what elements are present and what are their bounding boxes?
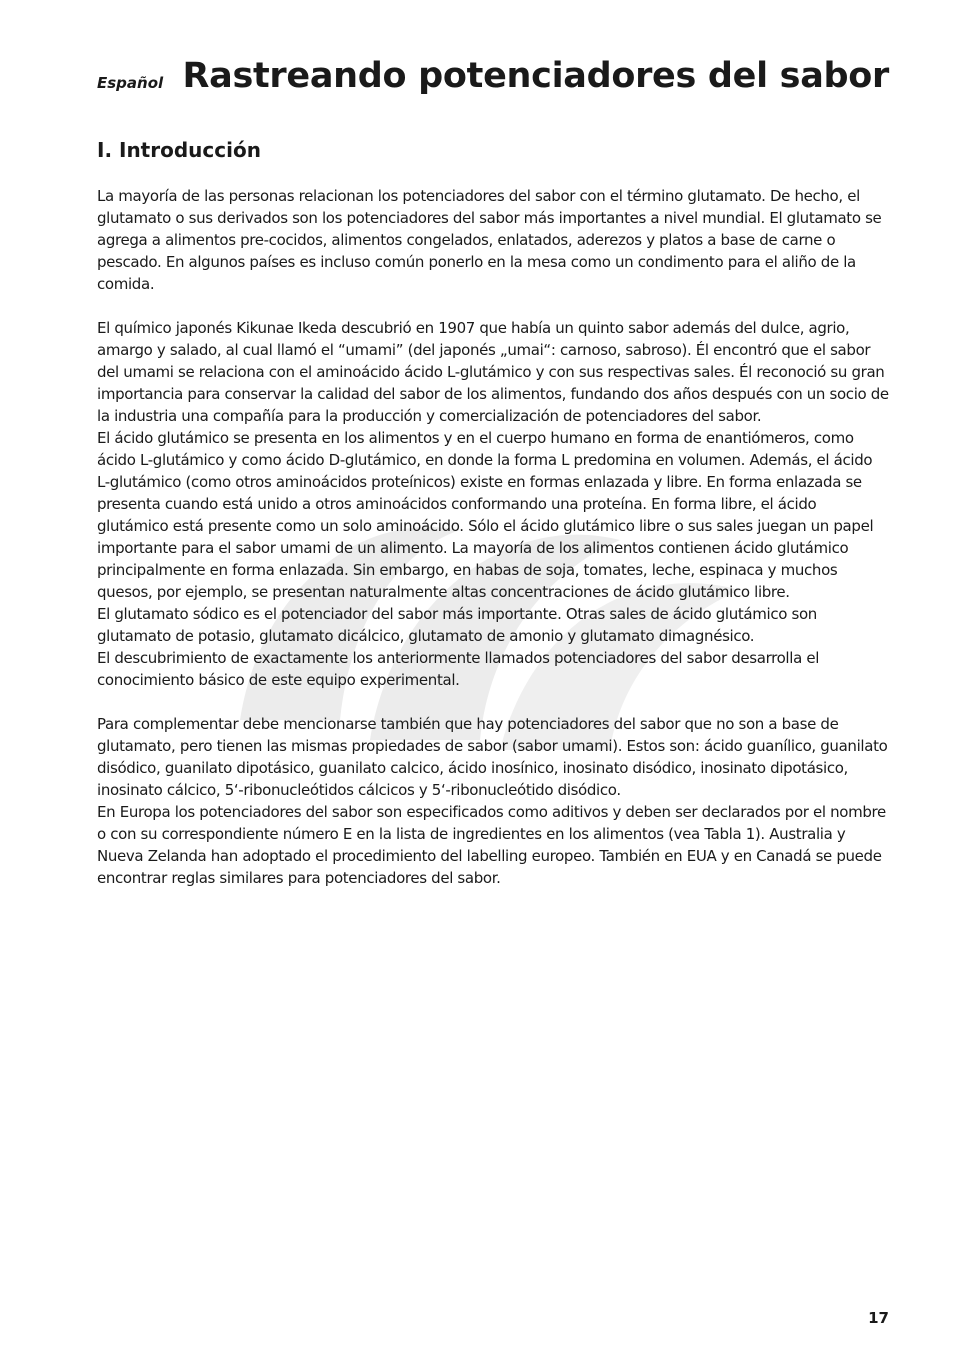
page-number: 17 <box>868 1309 889 1327</box>
section-heading: I. Introducción <box>97 138 261 162</box>
body-text <box>97 185 889 889</box>
paragraph: El descubrimiento de exactamente los anteriormente llamados potenciadores del sabor desarrolla el conocimiento básico de este equipo experimental. <box>97 649 820 689</box>
paragraph: En Europa los potenciadores del sabor son especificados como aditivos y deben ser declarados por el nombre o con su correspondiente número E en la lista de ingredientes en los alimentos (vea Tabla 1). Australia y Nueva Zelanda han adoptado el procedimiento del labelling europeo. También en EUA y en Canadá se puede encontrar reglas similares para potenciadores del sabor. <box>97 803 886 887</box>
paragraph: El ácido glutámico se presenta en los alimentos y en el cuerpo humano en forma de enantiómeros, como ácido L-glutámico y como ácido D-glutámico, en donde la forma L predomina en volumen. Además, el ácido L-glutámico (como otros aminoácidos proteínicos) existe en formas enlazada y libre. En forma enlazada se presenta cuando está unido a otros aminoácidos conformando una proteína. En forma libre, el ácido glutámico está presente como un solo aminoácido. Sólo el ácido glutámico libre o sus sales juegan un papel importante para el sabor umami de un alimento. La mayoría de los alimentos contienen ácido glutámico principalmente en forma enlazada. Sin embargo, en habas de soja, tomates, leche, espinaca y muchos quesos, por ejemplo, se presentan naturalmente altas concentraciones de ácido glutámico libre. <box>97 429 874 601</box>
language-label: Español <box>97 74 164 92</box>
document-title: Rastreando potenciadores del sabor <box>182 56 889 96</box>
paragraph: El glutamato sódico es el potenciador del sabor más importante. Otras sales de ácido glutámico son glutamato de potasio, glutamato dicálcico, glutamato de amonio y glutamato dimagnésico. <box>97 605 817 645</box>
document-page <box>97 0 889 1361</box>
paragraph: Para complementar debe mencionarse también que hay potenciadores del sabor que no son a base de glutamato, pero tienen las mismas propiedades de sabor (sabor umami). Estos son: ácido guanílico, guanilato disódico, guanilato dipotásico, guanilato calcico, ácido inosínico, inosinato disódico, inosinato dipotásico, inosinato cálcico, 5‘-ribonucleótidos cálcicos y 5‘-ribonucleótido disódico. <box>97 715 888 799</box>
paragraph: El químico japonés Kikunae Ikeda descubrió en 1907 que había un quinto sabor además del dulce, agrio, amargo y salado, al cual llamó el “umami” (del japonés „umai“: carnoso, sabroso). Él encontró que el sabor del umami se relaciona con el aminoácido ácido L-glutámico y con sus respectivas sales. Él reconoció su gran importancia para conservar la calidad del sabor de los alimentos, fundando dos años después con un socio de la industria una compañía para la producción y comercialización de potenciadores del sabor. <box>97 319 889 425</box>
paragraph: La mayoría de las personas relacionan los potenciadores del sabor con el término glutamato. De hecho, el glutamato o sus derivados son los potenciadores del sabor más importantes a nivel mundial. El glutamato se agrega a alimentos pre-cocidos, alimentos congelados, enlatados, aderezos y platos a base de carne o pescado. En algunos países es incluso común ponerlo en la mesa como un condimento para el aliño de la comida. <box>97 187 882 293</box>
